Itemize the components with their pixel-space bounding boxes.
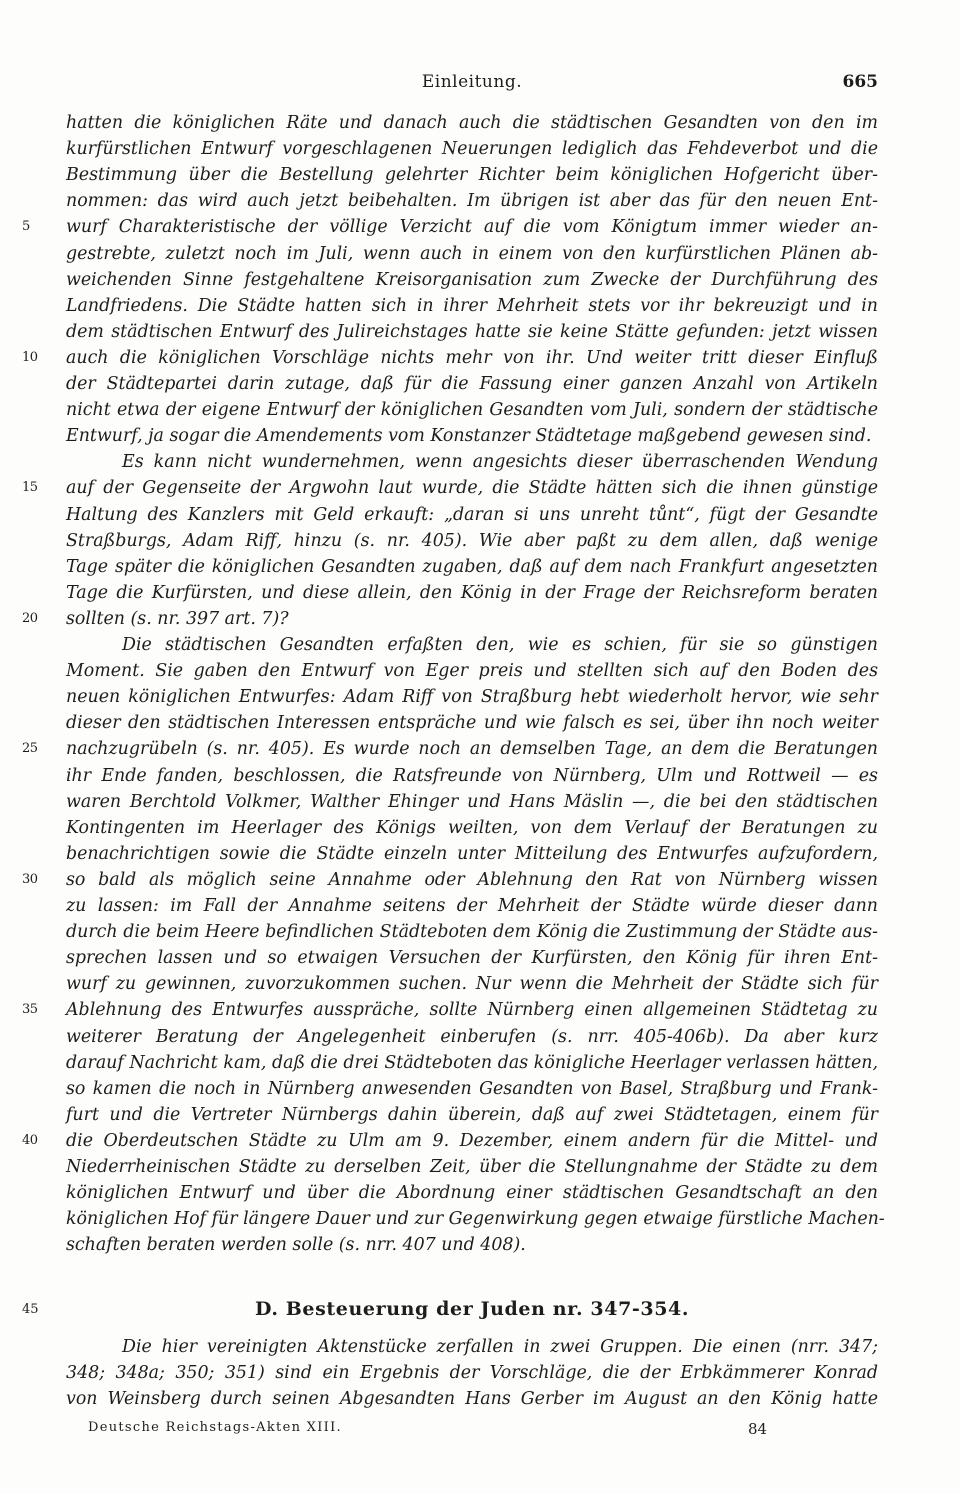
text-line (66, 1180, 878, 1206)
text-line (66, 319, 878, 345)
line-text: nommen: das wird auch jetzt beibehalten. Im übrigen ist aber das für den neuen Ent- (66, 191, 878, 212)
line-text: Es kann nicht wundernehmen, wenn angesichts dieser überraschenden Wendung (122, 452, 878, 473)
text-line (66, 632, 878, 658)
line-text: zu lassen: im Fall der Annahme seitens der Mehrheit der Städte würde dieser dann (66, 896, 878, 916)
text-line (66, 371, 878, 397)
line-text: sprechen lassen und so etwaigen Versuchen der Kurfürsten, den König für ihren Ent- (66, 948, 878, 969)
line-text: königlichen Hof für längere Dauer und zur Gegenwirkung gegen etwaige fürstliche Machen- (66, 1209, 885, 1230)
running-header (66, 72, 878, 100)
line-text: wurf zu gewinnen, zuvorzukommen suchen. Nur wenn die Mehrheit der Städte sich für (66, 974, 878, 995)
text-line (22, 1128, 878, 1154)
line-text: von Weinsberg durch seinen Abgesandten Hans Gerber im August an den König hatte (66, 1389, 878, 1409)
line-text: der Städtepartei darin zutage, daß für die Fassung einer ganzen Anzahl von Artikeln (66, 374, 878, 394)
text-line (66, 423, 878, 449)
text-line (66, 789, 878, 815)
text-line (66, 1154, 878, 1180)
text-line (22, 867, 878, 893)
line-text: Straßburgs, Adam Riff, hinzu (s. nr. 405). Wie aber paßt zu dem allen, daß wenige (66, 530, 878, 551)
text-line (66, 162, 878, 188)
text-line (66, 1386, 878, 1412)
line-text: auf der Gegenseite der Argwohn laut wurde, die Städte hätten sich die ihnen günstige (66, 478, 878, 499)
text-line (66, 188, 878, 214)
signature-mark: 84 (748, 1420, 768, 1438)
text-line (22, 345, 878, 371)
footer-title: Deutsche Reichstags-Akten XIII. (88, 1420, 342, 1435)
text-line (66, 502, 878, 528)
line-text: dieser den städtischen Interessen entspräche und wie falsch es sei, über ihn noch weiter (66, 713, 878, 734)
line-text: darauf Nachricht kam, daß die drei Städteboten das königliche Heerlager verlassen hätten, (66, 1052, 878, 1073)
section-line-number: 45 (22, 1302, 39, 1317)
text-line (66, 841, 878, 867)
line-number: 10 (22, 349, 38, 365)
text-line (66, 945, 878, 971)
text-line (66, 1024, 878, 1050)
page-number: 665 (842, 72, 878, 92)
text-line (66, 1232, 878, 1258)
line-text: hatten die königlichen Räte und danach auch die städtischen Gesandten von den im (66, 113, 878, 133)
line-text: gestrebte, zuletzt noch im Juli, wenn auch in einem von den kurfürstlichen Plänen ab- (66, 243, 878, 264)
line-text: die Oberdeutschen Städte zu Ulm am 9. Dezember, einem andern für die Mittel- und (66, 1130, 878, 1151)
line-text: ihr Ende fanden, beschlossen, die Ratsfreunde von Nürnberg, Ulm und Rottweil — es (66, 765, 878, 786)
text-line (66, 580, 878, 606)
text-line (66, 449, 878, 475)
line-text: Haltung des Kanzlers mit Geld erkauft: „daran si uns unreht tůnt“, fügt der Gesandte (66, 504, 878, 525)
text-line (66, 1076, 878, 1102)
line-text: Entwurf, ja sogar die Amendements vom Konstanzer Städtetage maßgebend gewesen sind. (66, 426, 872, 447)
text-line (22, 997, 878, 1023)
line-number: 25 (22, 741, 38, 757)
line-number: 15 (22, 480, 38, 496)
line-text: neuen königlichen Entwurfes: Adam Riff von Straßburg hebt wiederholt hervor, wie sehr (66, 687, 878, 708)
line-text: Die städtischen Gesandten erfaßten den, wie es schien, für sie so günstigen (122, 635, 878, 655)
line-text: weichenden Sinne festgehaltene Kreisorganisation zum Zwecke der Durchführung des (66, 269, 878, 290)
section-heading: D. Besteuerung der Juden nr. 347-354. (254, 1298, 690, 1320)
line-text: nachzugrübeln (s. nr. 405). Es wurde noch an demselben Tage, an dem die Beratungen (66, 739, 878, 760)
running-title: Einleitung. (421, 72, 523, 92)
text-line (66, 710, 878, 736)
text-line (66, 971, 878, 997)
text-line (66, 658, 878, 684)
line-text: Moment. Sie gaben den Entwurf von Eger preis und stellten sich auf den Boden des (66, 661, 878, 682)
line-text: weiterer Beratung der Angelegenheit einberufen (s. nrr. 405-406b). Da aber kurz (66, 1026, 878, 1047)
line-number: 20 (22, 610, 38, 626)
text-line (66, 554, 878, 580)
text-line (66, 763, 878, 789)
text-line (22, 606, 878, 632)
line-text: Tage später die königlichen Gesandten zugaben, daß auf dem nach Frankfurt angesetzten (66, 556, 878, 577)
line-text: auch die königlichen Vorschläge nichts mehr von ihr. Und weiter tritt dieser Einfluß (66, 347, 878, 368)
line-text: durch die beim Heere befindlichen Städteboten dem König die Zustimmung der Städte aus- (66, 922, 878, 943)
text-line (66, 293, 878, 319)
line-text: königlichen Entwurf und über die Abordnung einer städtischen Gesandtschaft an den (66, 1183, 878, 1204)
line-number: 35 (22, 1002, 38, 1018)
text-line (66, 1206, 885, 1232)
text-line (66, 267, 878, 293)
line-text: benachrichtigen sowie die Städte einzeln unter Mitteilung des Entwurfes aufzufordern, (66, 843, 878, 864)
line-text: nicht etwa der eigene Entwurf der königlichen Gesandten vom Juli, sondern der städtische (66, 400, 878, 421)
text-line (22, 214, 878, 240)
text-line (66, 110, 878, 136)
text-line (66, 528, 878, 554)
text-line (66, 1102, 878, 1128)
line-text: waren Berchtold Volkmer, Walther Ehinger und Hans Mäslin —, die bei den städtischen (66, 791, 878, 812)
text-line (66, 1360, 878, 1386)
line-text: so kamen die noch in Nürnberg anwesenden Gesandten von Basel, Straßburg und Frank- (66, 1078, 878, 1099)
line-text: Ablehnung des Entwurfes ausspräche, sollte Nürnberg einen allgemeinen Städtetag zu (66, 1000, 878, 1021)
page-footer (88, 1420, 878, 1438)
text-line (22, 736, 878, 762)
text-line (66, 241, 878, 267)
line-text: Tage die Kurfürsten, und diese allein, den König in der Frage der Reichsreform beraten (66, 582, 878, 603)
line-text: Kontingenten im Heerlager des Königs weilten, von dem Verlauf der Beratungen zu (66, 817, 878, 838)
text-line (66, 397, 878, 423)
line-number: 30 (22, 871, 38, 887)
line-text: schaften beraten werden solle (s. nrr. 407 und 408). (66, 1235, 526, 1256)
text-line (66, 136, 878, 162)
line-text: Bestimmung über die Bestellung gelehrter Richter beim königlichen Hofgericht über- (66, 165, 878, 186)
text-line (22, 475, 878, 501)
text-line (66, 684, 878, 710)
line-text: sollten (s. nr. 397 art. 7)? (66, 608, 289, 629)
text-line (66, 815, 878, 841)
line-text: Niederrheinischen Städte zu derselben Zeit, über die Stellungnahme der Städte zu dem (66, 1157, 878, 1177)
line-text: so bald als möglich seine Annahme oder Ablehnung den Rat von Nürnberg wissen (66, 869, 878, 890)
text-line (66, 1334, 878, 1360)
text-line (66, 1050, 878, 1076)
line-text: wurf Charakteristische der völlige Verzicht auf die vom Königtum immer wieder an- (66, 217, 878, 238)
line-text: furt und die Vertreter Nürnbergs dahin überein, daß auf zwei Städtetagen, einem für (66, 1104, 878, 1125)
line-text: 348; 348a; 350; 351) sind ein Ergebnis der Vorschläge, die der Erbkämmerer Konrad (66, 1363, 878, 1383)
line-text: dem städtischen Entwurf des Julireichstages hatte sie keine Stätte gefunden: jetzt wissen (66, 321, 878, 342)
text-line (66, 893, 878, 919)
line-number: 5 (22, 219, 30, 235)
line-text: kurfürstlichen Entwurf vorgeschlagenen Neuerungen lediglich das Fehdeverbot und die (66, 139, 878, 160)
line-number: 40 (22, 1132, 38, 1148)
line-text: Landfriedens. Die Städte hatten sich in ihrer Mehrheit stets vor ihr bekreuzigt und in (66, 295, 878, 316)
text-line (66, 919, 878, 945)
line-text: Die hier vereinigten Aktenstücke zerfallen in zwei Gruppen. Die einen (nrr. 347; (122, 1337, 878, 1357)
